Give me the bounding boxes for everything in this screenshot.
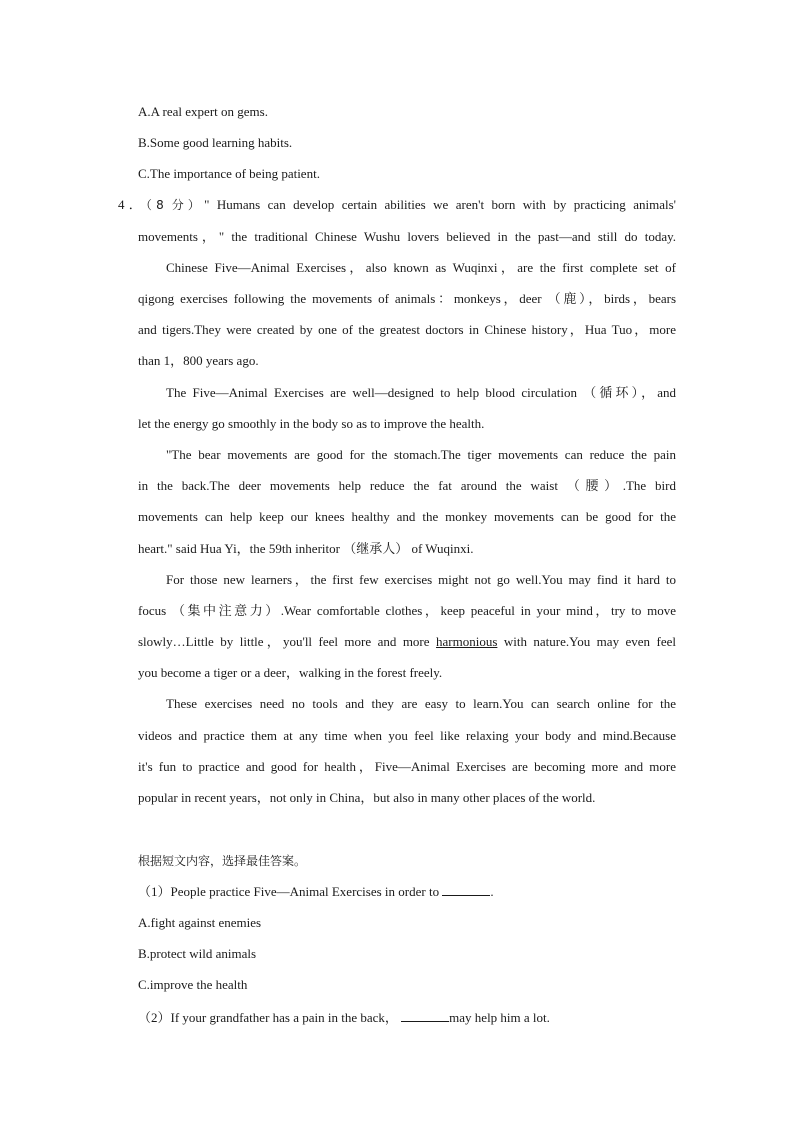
passage-p5-line1: These exercises need no tools and they are easy to learn.You can search online for the — [166, 696, 676, 711]
q1-option-a: A.fight against enemies — [138, 915, 262, 930]
passage-p3-line1: "The bear movements are good for the stomach.The tiger movements can reduce the pain — [166, 447, 676, 462]
question-score: （8 分） — [145, 198, 205, 212]
passage-p4-line3-after: with nature.You may even feel — [497, 634, 676, 649]
q1-option-c: C.improve the health — [138, 977, 248, 992]
underlined-word-harmonious: harmonious — [436, 634, 498, 649]
passage-p1-line2: qigong exercises following the movements of animals：monkeys，deer （鹿），birds，bears — [138, 291, 676, 306]
passage-p4-line3 — [138, 634, 676, 650]
prev-option-b: B.Some good learning habits. — [138, 135, 293, 150]
passage-p2-line1: The Five—Animal Exercises are well—designed to help blood circulation （循环），and — [166, 385, 676, 400]
passage-p5-line4: popular in recent years，not only in China，but also in many other places of the world. — [138, 790, 596, 805]
prev-option-a: A.A real expert on gems. — [138, 104, 268, 119]
question-quote-start: " Humans can develop certain abilities we aren't born with by practicing animals' — [204, 197, 676, 212]
q2-answer-blank[interactable] — [401, 1010, 449, 1022]
q1-stem — [138, 884, 676, 900]
passage-p4-line2: focus （集中注意力）.Wear comfortable clothes，keep peaceful in your mind，try to move — [138, 603, 676, 618]
passage-p4-line4: you become a tiger or a deer，walking in the forest freely. — [138, 665, 443, 680]
q2-stem-end: may help him a lot. — [449, 1010, 550, 1025]
q2-stem-text: （2）If your grandfather has a pain in the back， — [138, 1010, 402, 1025]
passage-p2-line2: let the energy go smoothly in the body so as to improve the health. — [138, 416, 485, 431]
passage-p5-line2: videos and practice them at any time when you feel like relaxing your body and mind.Because — [138, 728, 676, 743]
q1-answer-blank[interactable] — [442, 884, 490, 896]
question-number: 4． — [118, 197, 146, 212]
question-4-header — [118, 197, 676, 213]
q1-stem-text: （1）People practice Five—Animal Exercises in order to — [138, 884, 443, 899]
passage-p4-line1: For those new learners，the first few exercises might not go well.You may find it hard to — [166, 572, 676, 587]
passage-p5-line3: it's fun to practice and good for health，Five—Animal Exercises are becoming more and more — [138, 759, 676, 774]
passage-p1-line1: Chinese Five—Animal Exercises，also known as Wuqinxi，are the first complete set of — [166, 260, 676, 275]
q2-stem — [138, 1010, 676, 1026]
passage-p3-line4: heart." said Hua Yi，the 59th inheritor （继承人） of Wuqinxi. — [138, 541, 474, 556]
passage-p3-line2: in the back.The deer movements help reduce the fat around the waist （腰）.The bird — [138, 478, 676, 493]
q1-option-b: B.protect wild animals — [138, 946, 257, 961]
passage-p3-line3: movements can help keep our knees healthy and the monkey movements can be good for the — [138, 509, 676, 524]
passage-p4-line3-before: slowly…Little by little，you'll feel more and more — [138, 634, 436, 649]
passage-p1-line4: than 1，800 years ago. — [138, 353, 259, 368]
prev-option-c: C.The importance of being patient. — [138, 166, 320, 181]
instructions: 根据短文内容，选择最佳答案。 — [138, 854, 307, 868]
q1-stem-end: . — [490, 884, 494, 899]
question-quote-end: movements，" the traditional Chinese Wushu lovers believed in the past—and still do today. — [138, 229, 676, 244]
passage-p1-line3: and tigers.They were created by one of the greatest doctors in Chinese history，Hua Tuo，more — [138, 322, 676, 337]
